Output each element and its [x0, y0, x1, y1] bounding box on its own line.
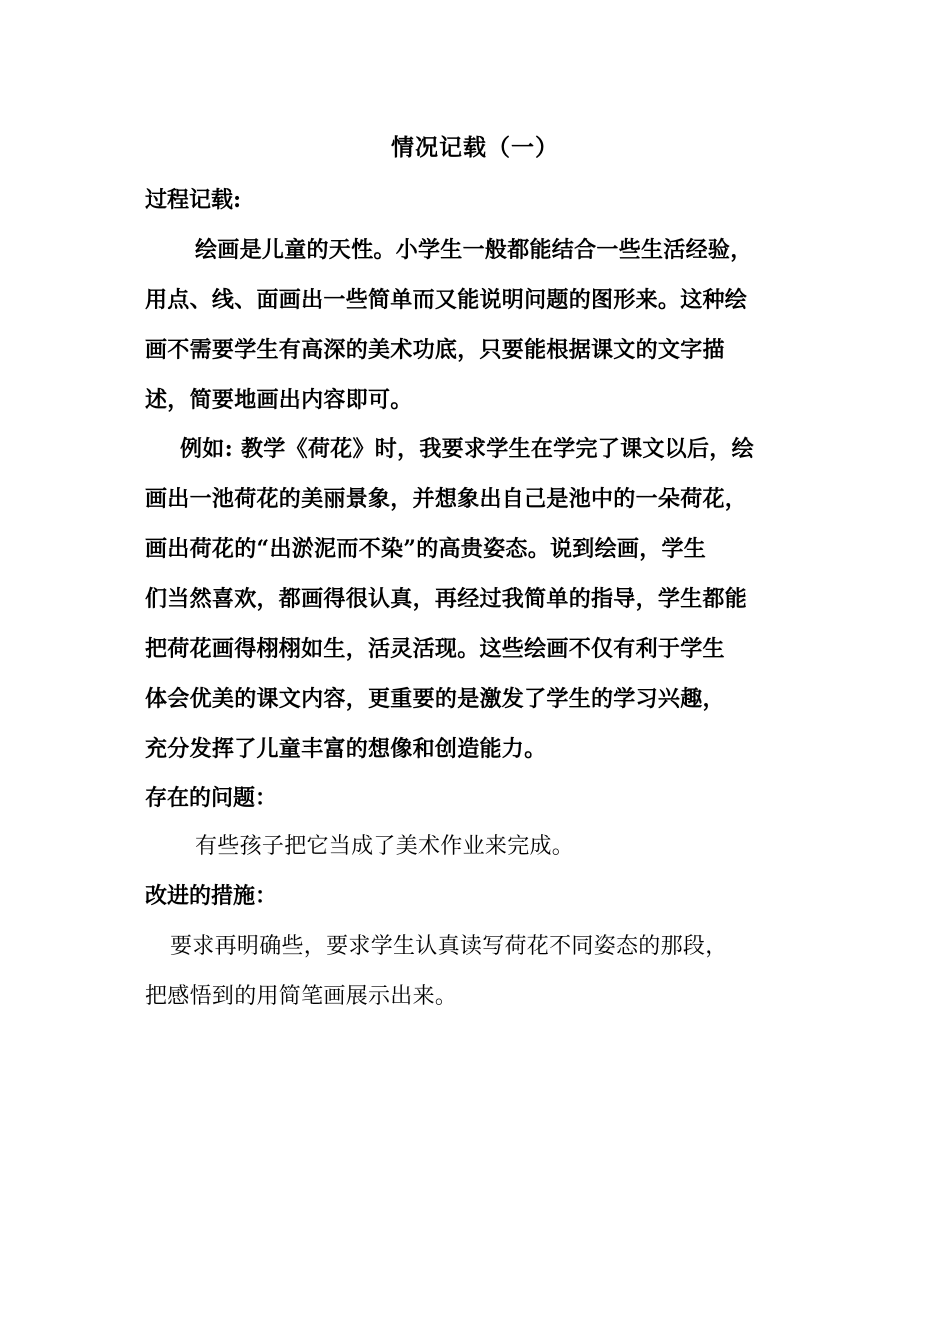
paragraph-line: 们当然喜欢，都画得很认真，再经过我简单的指导，学生都能 — [145, 586, 748, 612]
paragraph-line: 体会优美的课文内容，更重要的是激发了学生的学习兴趣， — [145, 686, 725, 712]
process-paragraph-1 — [145, 225, 817, 425]
measures-heading: 改进的措施： — [145, 884, 278, 909]
paragraph-line: 例如: 教学《荷花》时，我要求学生在学完了课文以后，绘 — [180, 436, 754, 462]
paragraph-line: 用点、线、面画出一些简单而又能说明问题的图形来。这种绘 — [145, 287, 748, 313]
page-title: 情况记载（一） — [391, 134, 559, 161]
paragraph-line: 画不需要学生有高深的美术功底，只要能根据课文的文字描 — [145, 337, 725, 363]
paragraph-line: 充分发挥了儿童丰富的想像和创造能力。 — [145, 736, 547, 762]
paragraph-line: 绘画是儿童的天性。小学生一般都能结合一些生活经验， — [195, 237, 753, 263]
paragraph-line: 画出荷花的“出淤泥而不染”的高贵姿态。说到绘画，学生 — [145, 536, 707, 562]
paragraph-line: 要求再明确些，要求学生认真读写荷花不同姿态的那段， — [170, 934, 728, 959]
process-heading: 过程记载: — [145, 187, 242, 213]
measures-paragraph — [145, 922, 817, 1022]
problems-heading: 存在的问题： — [145, 786, 278, 811]
paragraph-line: 把感悟到的用简笔画展示出来。 — [145, 984, 458, 1009]
process-paragraph-2 — [145, 424, 817, 774]
paragraph-line: 把荷花画得栩栩如生，活灵活现。这些绘画不仅有利于学生 — [145, 636, 725, 662]
problems-paragraph — [145, 822, 817, 872]
paragraph-line: 述，简要地画出内容即可。 — [145, 387, 413, 413]
paragraph-line: 画出一池荷花的美丽景象，并想象出自己是池中的一朵荷花， — [145, 486, 748, 512]
paragraph-line: 有些孩子把它当成了美术作业来完成。 — [195, 834, 575, 859]
